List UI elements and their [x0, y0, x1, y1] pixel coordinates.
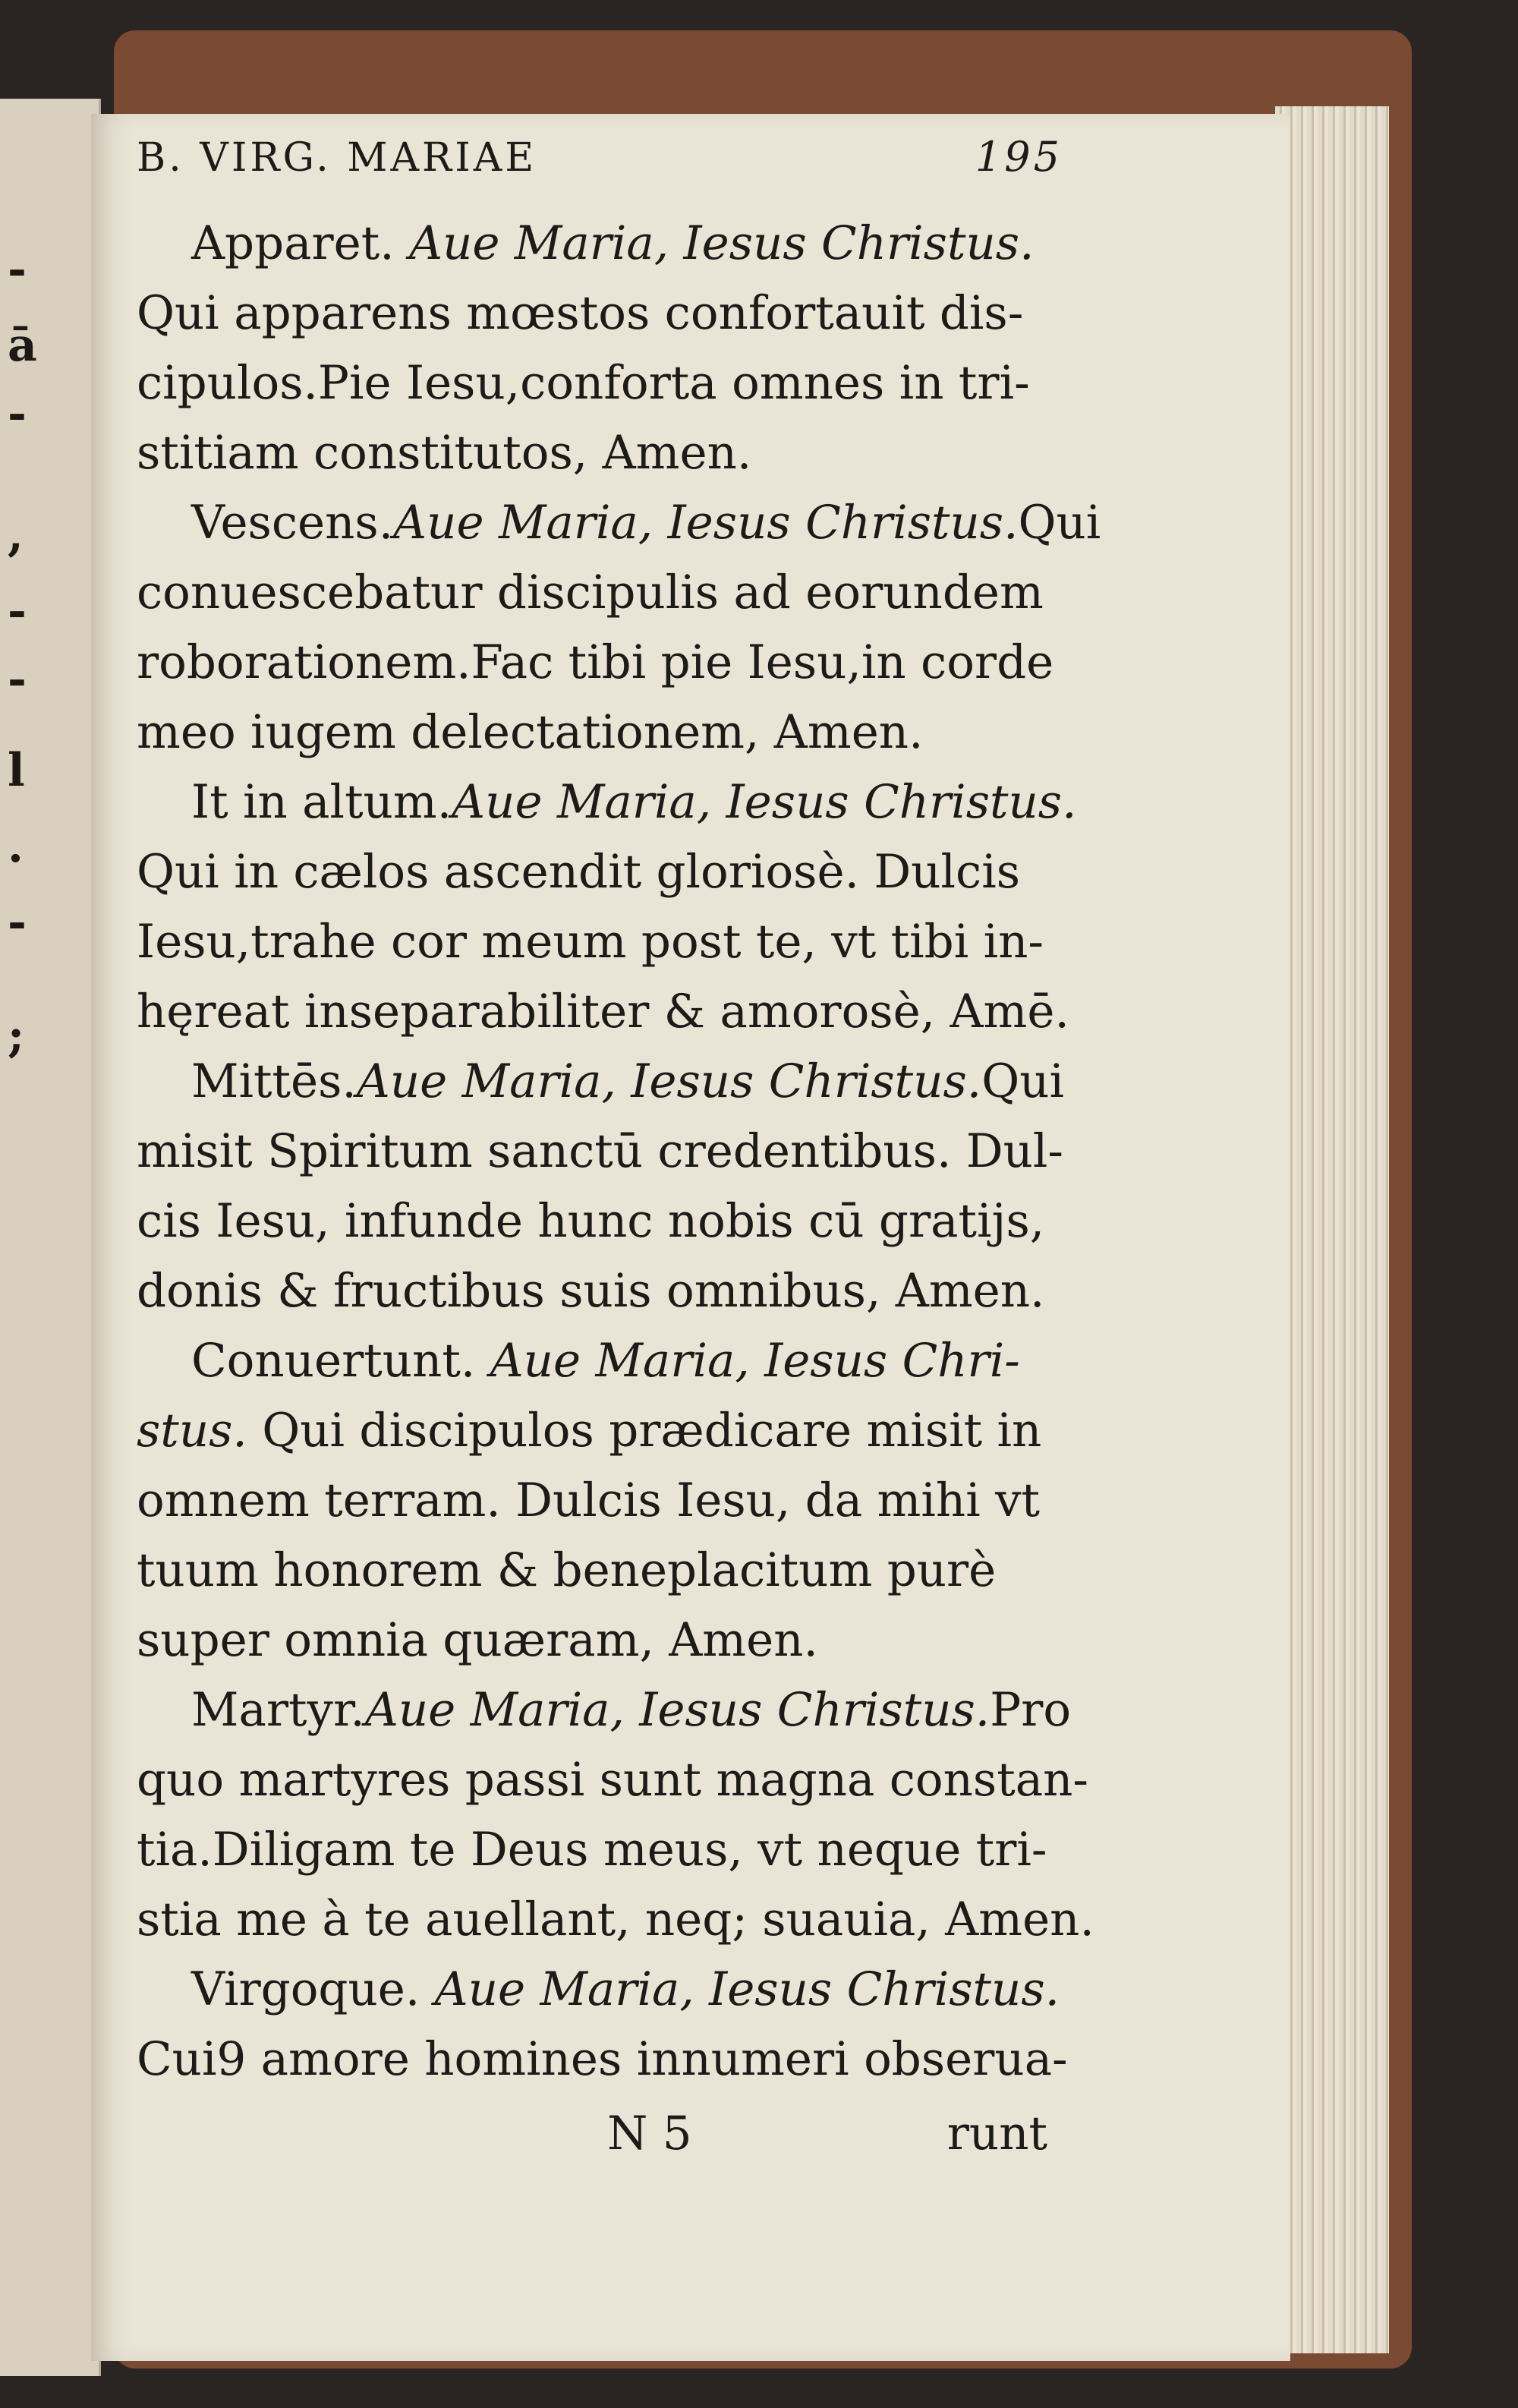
text-line-it: Aue Maria, Iesus Chri- — [490, 1334, 1020, 1388]
text-line — [137, 907, 1078, 977]
text-line — [137, 1606, 1078, 1675]
text-line-it: Aue Maria, Iesus Christus. — [356, 1054, 982, 1108]
text-line-pre: hęreat inseparabiliter & amorosè, Amē. — [137, 985, 1069, 1039]
running-header — [137, 133, 1078, 209]
text-line-it: Aue Maria, Iesus Christus. — [364, 1683, 990, 1737]
text-line-pre: tuum honorem & beneplacitum purè — [137, 1543, 997, 1597]
text-line — [137, 698, 1078, 767]
text-line-pre: conuescebatur discipulis ad eorundem — [137, 566, 1044, 619]
text-line-pre: quo martyres passi sunt magna constan- — [137, 1753, 1089, 1807]
text-line — [137, 1396, 1078, 1466]
text-line-post: Pro — [990, 1683, 1072, 1737]
text-line — [137, 1955, 1078, 2025]
text-line-pre: stia me à te auellant, neq; suauia, Amen. — [137, 1893, 1094, 1946]
text-line — [137, 279, 1078, 348]
text-line-pre: Virgoque. — [191, 1962, 435, 2016]
text-line-pre: meo iugem delectationem, Amen. — [137, 705, 924, 759]
text-line — [137, 1745, 1089, 1815]
text-line — [137, 2025, 1078, 2094]
running-title: B. VIRG. MARIAE — [137, 135, 537, 181]
text-line — [137, 209, 1078, 279]
text-line-pre: roborationem.Fac tibi pie Iesu,in corde — [137, 635, 1054, 689]
text-line-post: Qui — [1018, 496, 1101, 550]
text-line — [137, 977, 1078, 1047]
text-line-pre: cipulos.Pie Iesu,conforta omnes in tri- — [137, 356, 1030, 410]
text-line — [137, 418, 1078, 488]
text-line-pre: Martyr. — [191, 1683, 365, 1737]
text-line-pre: Qui apparens mœstos confortauit dis- — [137, 286, 1024, 340]
text-line-pre: Cui9 amore homines innumeri obserua- — [137, 2032, 1068, 2086]
text-line — [137, 488, 1101, 558]
page-text-block — [137, 133, 1101, 2176]
catchword: runt — [946, 2107, 1047, 2161]
text-line-pre: donis & fructibus suis omnibus, Amen. — [137, 1264, 1045, 1318]
text-line — [137, 1187, 1078, 1256]
text-line — [137, 1815, 1078, 1885]
text-line — [137, 1466, 1078, 1536]
text-line — [137, 558, 1078, 628]
text-line — [137, 1885, 1094, 1955]
text-line — [137, 1047, 1078, 1117]
text-line — [137, 1675, 1078, 1745]
text-line — [137, 1536, 1078, 1606]
text-line-pre: Iesu,trahe cor meum post te, vt tibi in- — [137, 915, 1044, 969]
text-line — [137, 628, 1078, 698]
text-line-pre: Mittēs. — [191, 1054, 357, 1108]
text-line-it: stus. — [137, 1404, 247, 1458]
text-line-pre: tia.Diligam te Deus meus, vt neque tri- — [137, 1823, 1047, 1877]
page-footer — [137, 2107, 1078, 2176]
text-line-pre: super omnia quæram, Amen. — [137, 1613, 818, 1667]
text-line-post: Qui — [981, 1054, 1064, 1108]
previous-page-edge — [0, 99, 101, 2376]
text-line-it: Aue Maria, Iesus Christus. — [409, 216, 1035, 270]
text-line-pre: It in altum. — [191, 775, 452, 829]
previous-page-text-fragments: - ā - , - - l . - ; — [8, 243, 37, 1063]
text-line-pre: misit Spiritum sanctū credentibus. Dul- — [137, 1124, 1064, 1178]
text-line-it: Aue Maria, Iesus Christus. — [434, 1962, 1060, 2016]
text-line-pre: Qui in cælos ascendit gloriosè. Dulcis — [137, 845, 1021, 899]
page-fore-edge — [1275, 106, 1389, 2353]
text-line — [137, 1117, 1078, 1187]
page-number: 195 — [975, 133, 1063, 181]
text-line-pre: Vescens. — [191, 496, 394, 550]
text-line — [137, 1326, 1078, 1396]
text-line — [137, 1256, 1078, 1326]
text-line-it: Aue Maria, Iesus Christus. — [393, 496, 1019, 550]
text-line-it: Aue Maria, Iesus Christus. — [452, 775, 1077, 829]
text-line-pre: cis Iesu, infunde hunc nobis cū gratijs, — [137, 1194, 1045, 1248]
text-line-pre: Conuertunt. — [191, 1334, 490, 1388]
text-line-pre: omnem terram. Dulcis Iesu, da mihi vt — [137, 1473, 1041, 1527]
page-body — [137, 209, 1101, 2094]
signature-mark: N 5 — [607, 2107, 692, 2161]
text-line — [137, 348, 1078, 418]
text-line — [137, 837, 1078, 907]
text-line-pre: Apparet. — [191, 216, 410, 270]
text-line-pre: stitiam constitutos, Amen. — [137, 426, 752, 480]
text-line — [137, 767, 1078, 837]
text-line-post: Qui discipulos prædicare misit in — [247, 1404, 1042, 1458]
